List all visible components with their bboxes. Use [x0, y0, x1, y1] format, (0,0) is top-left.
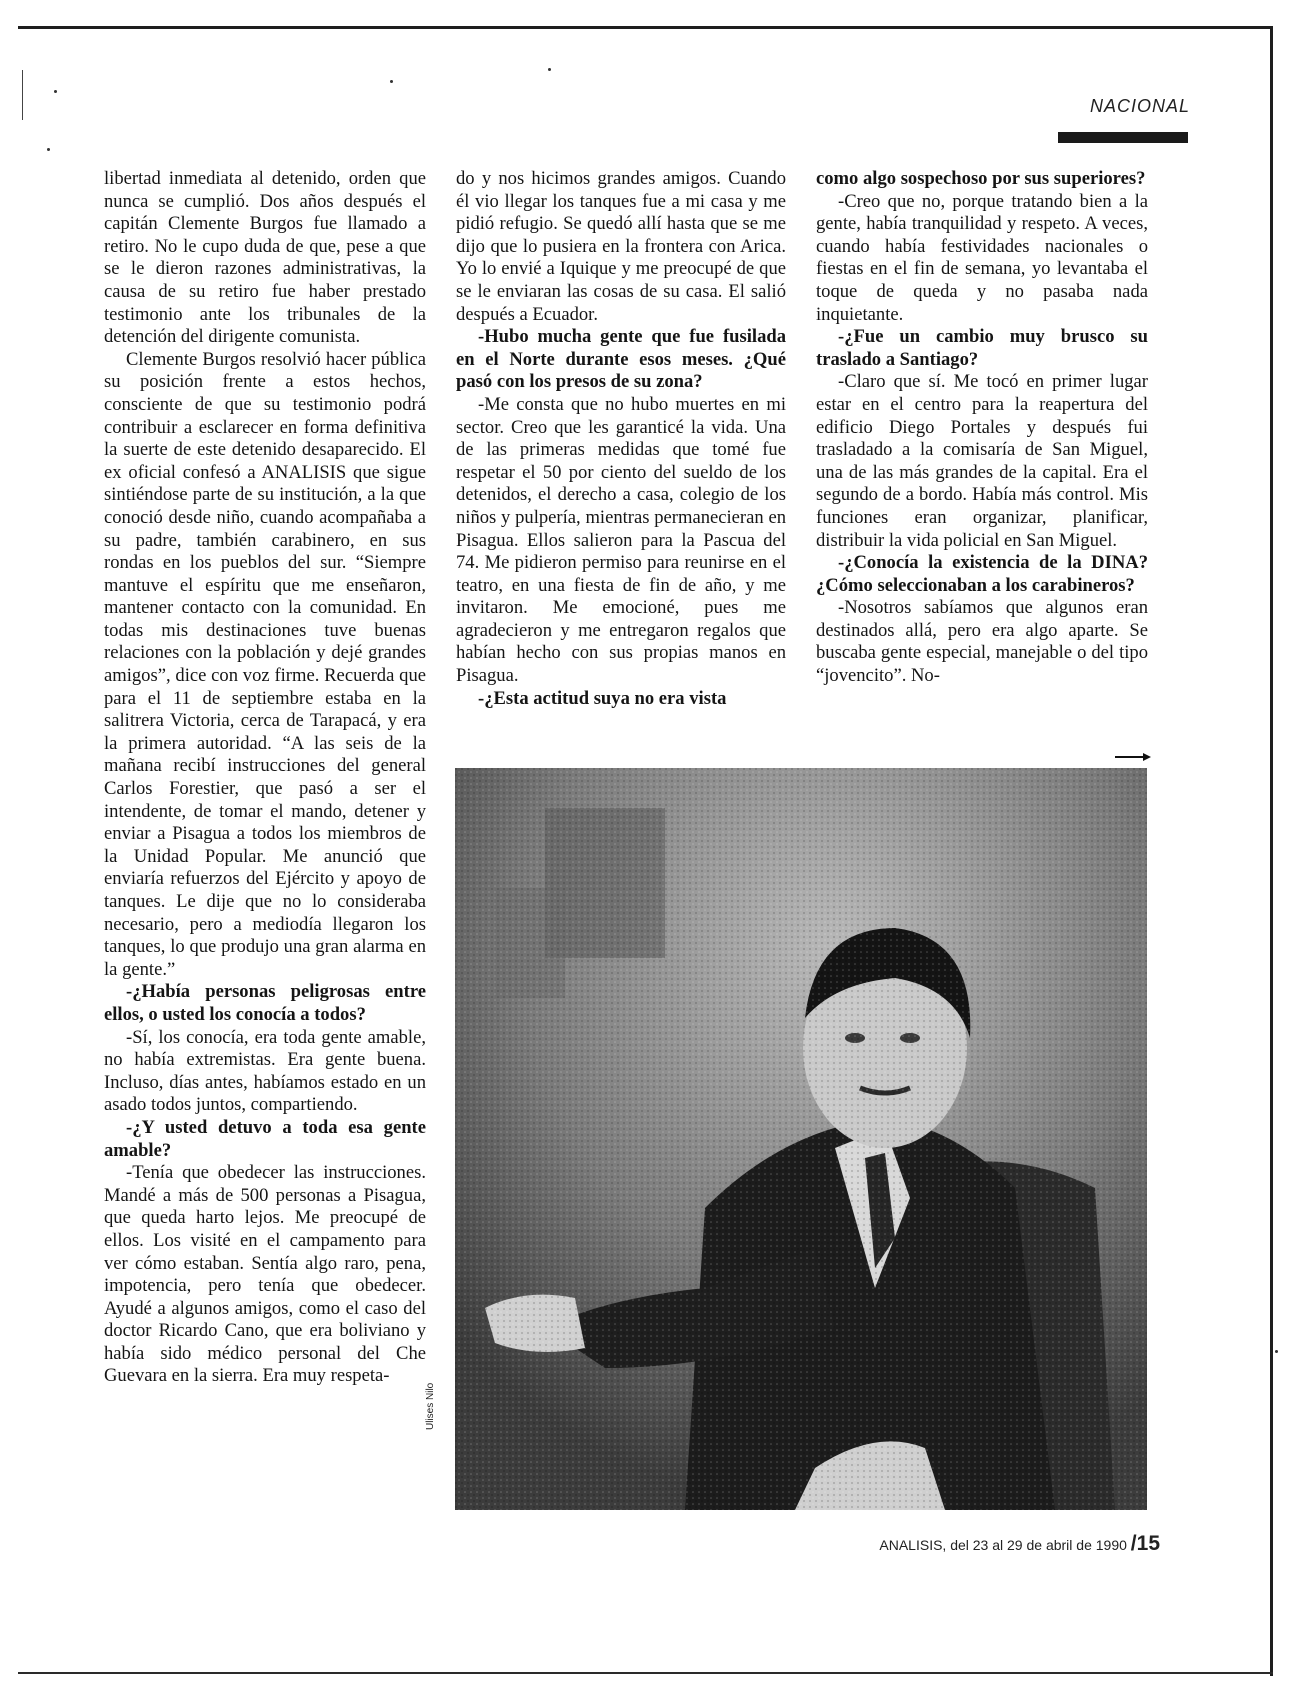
- scan-speck: [548, 68, 551, 71]
- page-border-right: [1270, 26, 1273, 1676]
- page-border-top: [18, 26, 1273, 29]
- interview-question: -¿Conocía la existencia de la DINA? ¿Cómo seleccionaban a los carabineros?: [816, 552, 1148, 596]
- paragraph: libertad inmediata al detenido, orden que nunca se cumplió. Dos años después el capitán Clemente Burgos fue llamado a retiro. No le cupo duda de que, pese a que se le dieron razones administrativas, la causa de su retiro fue haber prestado testimonio ante los tribunales de la detención del dirigente comunista.: [104, 168, 426, 348]
- paragraph: Clemente Burgos resolvió hacer pública su posición frente a estos hechos, consciente de que su testimonio podrá contribuir a esclarecer en forma definitiva la suerte de este detenido desaparecido. El ex oficial confesó a ANALISIS que sigue sintiéndose parte de su institución, a la que conoció desde niño, cuando acompañaba a su padre, también carabinero, en sus rondas en los pueblos del sur. “Siempre mantuve el espíritu que me enseñaron, mantener contacto con la comunidad. En todas mis destinaciones tuve buenas relaciones con la población y dejé grandes amigos”, dice con voz firme. Recuerda que para el 11 de septiembre estaba en la salitrera Victoria, cerca de Tarapacá, y era la primera autoridad. “A las seis de la mañana recibí instrucciones del general Carlos Forestier, que pasó a ser el intendente, de tomar el mando, detener y enviar a Pisagua a todos los miembros de la Unidad Popular. Me anunció que enviaría refuerzos del Ejército y apoyo de tanques. Le dije que no lo consideraba necesario, pero a mediodía llegaron los tanques, lo que produjo una gran alarma en la gente.”: [104, 348, 426, 980]
- continue-arrow-icon: [1115, 752, 1151, 762]
- interview-question: como algo sospechoso por sus superiores?: [816, 168, 1146, 189]
- page-footer: [800, 1532, 1160, 1556]
- publication-date: ANALISIS, del 23 al 29 de abril de 1990: [879, 1537, 1127, 1553]
- paragraph: do y nos hicimos grandes amigos. Cuando él vio llegar los tanques fue a mi casa y me pidió refugio. Se quedó allí hasta que se me dijo que lo pusiera en la frontera con Arica. Yo lo envié a Iquique y me preocupé de que se le enviaran las cosas de su casa. El salió después a Ecuador.: [456, 168, 786, 325]
- paragraph: -Tenía que obedecer las instrucciones. Mandé a más de 500 personas a Pisagua, que queda harto lejos. Me preocupé de ellos. Los visité en el campamento para ver cómo estaban. Sentía algo raro, pena, impotencia, pero tenía que obedecer. Ayudé a algunos amigos, como el caso del doctor Ricardo Cano, que era boliviano y había sido médico personal del Che Guevara en la sierra. Era muy respeta-: [104, 1162, 426, 1387]
- scan-speck: [1275, 1350, 1278, 1353]
- page-number-separator: /: [1130, 1532, 1137, 1555]
- page-border-bottom: [18, 1672, 1273, 1674]
- page-border-left-mark: [22, 70, 23, 120]
- scan-speck: [390, 80, 393, 83]
- interview-question: -¿Había personas peligrosas entre ellos, o usted los conocía a todos?: [104, 981, 426, 1025]
- interview-question: -Hubo mucha gente que fue fusilada en el Norte durante esos meses. ¿Qué pasó con los presos de su zona?: [456, 326, 786, 393]
- interview-question: -¿Y usted detuvo a toda esa gente amable?: [104, 1116, 426, 1161]
- paragraph: -Creo que no, porque tratando bien a la gente, había tranquilidad y respeto. A veces, cuando había festividades nacionales o fiestas en el fin de semana, yo levantaba el toque de queda y no pasaba nada inquietante.: [816, 190, 1148, 325]
- interview-question: -¿Fue un cambio muy brusco su traslado a Santiago?: [816, 326, 1148, 370]
- photo-credit: Ulises Nilo: [425, 1382, 436, 1430]
- paragraph: -Nosotros sabíamos que algunos eran destinados allá, pero era algo aparte. Se buscaba gente especial, manejable o del tipo “jovencito”. No-: [816, 597, 1148, 687]
- scan-speck: [54, 90, 57, 93]
- section-label: NACIONAL: [1089, 96, 1190, 116]
- interview-photo: [455, 768, 1147, 1510]
- article-column-2: [456, 168, 786, 710]
- paragraph: -Claro que sí. Me tocó en primer lugar estar en el centro para la reapertura del edificio Diego Portales y después fui trasladado a la comisaría de San Miguel, una de las más grandes de la capital. Era el segundo de a bordo. Había más control. Mis funciones eran organizar, planificar, distribuir la vida policial en San Miguel.: [816, 371, 1148, 551]
- page-number: 15: [1136, 1532, 1160, 1555]
- photo-portrait-illustration: [455, 768, 1147, 1510]
- article-column-1: [104, 168, 426, 1388]
- article-column-3: [816, 168, 1148, 688]
- scan-speck: [47, 148, 50, 151]
- section-bar: [1058, 132, 1188, 143]
- paragraph: -Me consta que no hubo muertes en mi sector. Creo que les garanticé la vida. Una de las primeras medidas que tomé fue respetar el 50 por ciento del sueldo de los detenidos, el derecho a casa, colegio de los niños y pulpería, mientras permanecieran en Pisagua. Ellos salieron para la Pascua del 74. Me pidieron permiso para reunirse en el teatro, en una fiesta de fin de año, y me invitaron. Me emocioné, pues me agradecieron y me entregaron regalos que habían hecho con sus propias manos en Pisagua.: [456, 393, 786, 687]
- interview-question: -¿Esta actitud suya no era vista: [478, 687, 727, 709]
- paragraph: -Sí, los conocía, era toda gente amable, no había extremistas. Era gente buena. Incluso, días antes, habíamos estado en un asado todos juntos, compartiendo.: [104, 1026, 426, 1116]
